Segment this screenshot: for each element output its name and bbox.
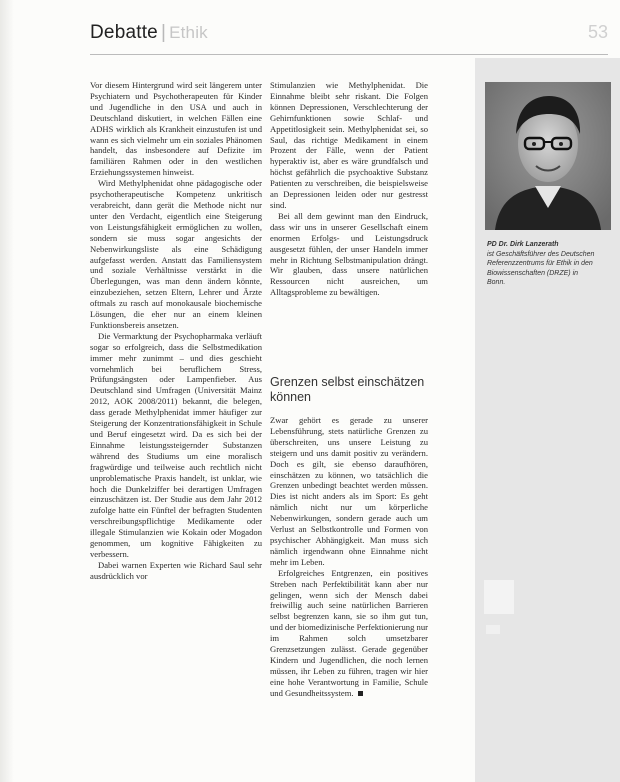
paragraph: Stimulanzien wie Methylphenidat. Die Einnahme bleibt sehr riskant. Die Folgen können Depressionen, Verschlechterung der Gehirnfunktionen sowie Schlaf- und Appetitlosigkeit sein. Methylphenidat sei, so Saul, das richtige Medikament in einem Prozent der Fälle, wenn der Patient hyperaktiv ist, aber es wäre grundfalsch und höchst gefährlich die psychoaktive Substanz Patienten zu verschreiben, die beispielsweise an Depressionen leiden oder nur gestresst sind. [270,80,428,210]
author-description: ist Geschäftsführer des Deutschen Referenzzentrums für Ethik in den Biowissenschaften (DRZE) in Bonn. [487,250,595,286]
section-title: Debatte [90,22,158,43]
paragraph: Die Vermarktung der Psychopharmaka verläuft sogar so erfolgreich, dass die Selbstmedikation immer mehr zunimmt – und dies geschieht vornehmlich bei beruflichem Stress, Prüfungsängsten oder Lampenfieber. Aus Deutschland sind Umfragen (Universität Mainz 2012, AOK 2008/2011) bekannt, die belegen, dass gerade Methylphenidat immer häufiger zur Steigerung der Konzentrationsfähigkeit in Schule und Beruf eingesetzt wird. Da es sich bei der Einnahme leistungssteigernder Substanzen während des Studiums um eine moralisch fragwürdige und teilweise auch rechtlich nicht unproblematische Praxis handelt, ist unklar, wie hoch die Dunkelziffer bei derartigen Umfragen einzuschätzen ist. Der Studie aus dem Jahr 2012 zufolge hatte ein Fünftel der befragten Studenten verschreibungspflichtige Medikamente oder illegale Stimulanzien wie Kokain oder Mogadon genommen, um kognitive Fähigkeiten zu verbessern. [90,330,262,559]
author-name: PD Dr. Dirk Lanzerath [487,241,559,248]
paragraph: Bei all dem gewinnt man den Eindruck, dass wir uns in unserer Gesellschaft einem enormen Erfolgs- und Leistungsdruck ausgesetzt fühlen, der unser Handeln immer mehr in Richtung Selbstmanipulation drängt. Wir glauben, dass unsere natürlichen Ressourcen nicht ausreichen, um Alltagsprobleme zu bewältigen. [270,210,428,298]
author-photo [485,82,611,230]
author-portrait-image [485,82,611,230]
paragraph [270,568,428,699]
end-of-article-mark [358,691,363,696]
header-rule [90,54,608,55]
paragraph: Zwar gehört es gerade zu unserer Lebensführung, stets natürliche Grenzen zu überschreiten, uns unsere Leistung zu steigern und uns damit positiv zu verändern. Doch es gilt, sie ebenso daraufhören, einschätzen zu können, wo tatsächlich die Grenzen unbedingt beachtet werden müssen. Dies ist nicht anders als im Sport: Es geht nämlich nicht nur um körperliche Nebenwirkungen, sondern gerade auch um Verlust an Selbstkontrolle und Formen von psychischer Abhängigkeit. Man muss sich nämlich irgendwann ohne Einnahme nicht mehr im Leben. [270,415,428,567]
paragraph: Vor diesem Hintergrund wird seit längerem unter Psychiatern und Psychotherapeuten für Kinder und Jugendliche in den USA und auch in Deutschland diskutiert, in welchen Fällen eine ADHS wirklich als Krankheit einzustufen ist und wann es sich vielmehr um ein soziales Phänomen handelt, das insbesondere auf Defizite im familiären Rahmen oder in den westlichen Erziehungssystemen hinweist. [90,80,262,178]
page-number: 53 [587,22,608,42]
sidebar-light-patch [484,580,514,614]
column-2-top [270,80,428,363]
sidebar-light-patch [486,625,500,634]
text-column-1 [90,80,262,770]
paragraph: Dabei warnen Experten wie Richard Saul sehr ausdrücklich vor [90,559,262,581]
binding-shadow [0,0,14,782]
header-separator: | [160,22,167,43]
text-column-2 [270,80,428,770]
paragraph-text: Erfolgreiches Entgrenzen, ein positives Streben nach Perfektibilität kann aber nur gelingen, wenn sich der Mensch dabei freiwillig auch seine natürlichen Barrieren selbst begrenzen kann, sie so ihm gut tun, und der biomedizinische Perfektionierung nur im Rahmen solch umsetzbarer Grenzsetzungen zulässt. Gerade gegenüber Kindern und Jugendlichen, die noch lernen müssen, ihr Leben zu führen, tragen wir hier eine hohe Verantwortung in Familie, Schule und Gesundheitssystem. [270,567,428,698]
subheading: Grenzen selbst einschätzen können [270,375,425,404]
column-2-bottom [270,415,428,699]
paragraph: Wird Methylphenidat ohne pädagogische oder psychotherapeutische Kompetenz unkritisch verabreicht, dann gerät die Methode nicht nur unter den Verdacht, eigentlich eine Steigerung von Leistungsfähigkeit ermöglichen zu wollen, sondern sie muss sogar angesichts der Nebenwirkungsliste als eine Schädigung aufgefasst werden. Anstatt das Familiensystem und soziale Verhältnisse verstärkt in die Überlegungen, was man denn ändern könnte, einzubeziehen, setzen Eltern, Lehrer und Ärzte oftmals zu rasch auf monokausale biochemische Lösungen, die eher nur an einem kleinen Funktionsbereis ansetzen. [90,178,262,330]
section-subtitle: Ethik [169,23,208,42]
page-header [90,22,208,44]
photo-caption [487,240,597,288]
